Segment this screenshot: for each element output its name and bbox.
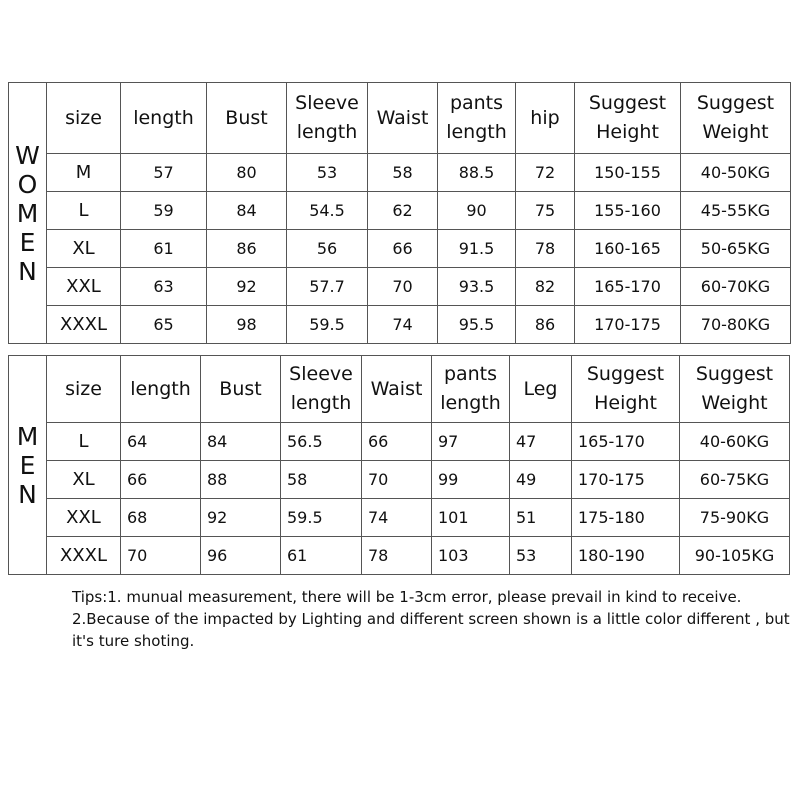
size-cell: L [47,423,121,461]
table-cell: 72 [516,154,575,192]
table-cell: 170-175 [575,306,681,344]
table-row [9,192,791,230]
table-cell: 66 [121,461,201,499]
column-header [680,356,790,423]
table-cell: 59.5 [281,499,362,537]
header-row [9,356,790,423]
tips-line-2: 2.Because of the impacted by Lighting and different screen shown is a little color different , but it's ture shoting. [72,610,790,650]
table-cell: 74 [368,306,438,344]
column-header-line: Suggest [586,363,665,385]
table-cell: 64 [121,423,201,461]
table-cell: 60-70KG [681,268,791,306]
side-letter: N [18,479,37,509]
table-cell: 91.5 [438,230,516,268]
table-cell: 155-160 [575,192,681,230]
column-header-line: size [65,377,102,400]
men-side-label [9,356,47,575]
table-cell: 63 [121,268,207,306]
table-cell: 57.7 [287,268,368,306]
table-cell: 96 [201,537,281,575]
table-cell: 92 [207,268,287,306]
size-cell: XXL [47,268,121,306]
table-cell: 61 [121,230,207,268]
column-header-line: length [446,121,507,143]
table-cell: 86 [516,306,575,344]
column-header-line: Sleeve [289,363,353,385]
column-header [287,83,368,154]
column-header-line: Height [594,392,657,414]
table-cell: 175-180 [572,499,680,537]
column-header [516,83,575,154]
table-cell: 70 [121,537,201,575]
table-cell: 59 [121,192,207,230]
table-cell: 165-170 [575,268,681,306]
column-header-line: Leg [523,377,558,400]
table-cell: 51 [510,499,572,537]
table-cell: 160-165 [575,230,681,268]
column-header [575,83,681,154]
men-table-body [9,356,790,575]
table-cell: 86 [207,230,287,268]
table-cell: 75-90KG [680,499,790,537]
table-cell: 40-50KG [681,154,791,192]
table-cell: 53 [510,537,572,575]
table-cell: 65 [121,306,207,344]
column-header-line: size [65,106,102,129]
column-header-line: length [130,377,191,400]
table-cell: 82 [516,268,575,306]
column-header [681,83,791,154]
table-cell: 88.5 [438,154,516,192]
table-cell: 40-60KG [680,423,790,461]
table-cell: 93.5 [438,268,516,306]
column-header [368,83,438,154]
column-header [121,83,207,154]
table-cell: 90 [438,192,516,230]
table-cell: 70 [368,268,438,306]
table-cell: 58 [368,154,438,192]
column-header-line: Height [596,121,659,143]
table-cell: 68 [121,499,201,537]
column-header-line: pants [443,363,498,385]
table-cell: 45-55KG [681,192,791,230]
column-header [438,83,516,154]
women-table-body [9,83,791,344]
table-row [9,537,790,575]
column-header [201,356,281,423]
table-cell: 56.5 [281,423,362,461]
table-cell: 50-65KG [681,230,791,268]
table-cell: 66 [362,423,432,461]
table-cell: 57 [121,154,207,192]
table-row [9,306,791,344]
column-header-line: Suggest [588,92,667,114]
column-header-line: pants [449,92,504,114]
table-cell: 61 [281,537,362,575]
table-row [9,230,791,268]
table-cell: 47 [510,423,572,461]
column-header-line: length [296,121,358,143]
side-letter: O [17,169,38,199]
men-size-table [8,355,790,575]
header-row [9,83,791,154]
column-header-line: Weight [701,392,768,414]
column-header-line: Bust [225,106,268,129]
tips-note [72,586,792,652]
table-cell: 53 [287,154,368,192]
column-header-line: length [440,392,501,414]
table-cell: 78 [362,537,432,575]
table-cell: 101 [432,499,510,537]
women-side-label [9,83,47,344]
table-row [9,499,790,537]
column-header [510,356,572,423]
column-header-line: Bust [219,377,262,400]
column-header-line: Suggest [695,363,774,385]
table-cell: 92 [201,499,281,537]
table-cell: 60-75KG [680,461,790,499]
column-header-line: length [133,106,194,129]
table-cell: 70-80KG [681,306,791,344]
size-cell: XXXL [47,306,121,344]
column-header [362,356,432,423]
side-letter: N [18,256,37,286]
size-cell: M [47,154,121,192]
size-cell: XL [47,461,121,499]
table-cell: 150-155 [575,154,681,192]
table-cell: 170-175 [572,461,680,499]
side-letter: E [19,450,36,480]
table-row [9,423,790,461]
size-cell: XL [47,230,121,268]
side-letter: M [16,198,39,228]
size-cell: XXXL [47,537,121,575]
column-header-line: length [290,392,352,414]
table-cell: 62 [368,192,438,230]
column-header [572,356,680,423]
column-header-line: Sleeve [295,92,359,114]
table-cell: 84 [207,192,287,230]
table-row [9,461,790,499]
table-cell: 54.5 [287,192,368,230]
column-header [281,356,362,423]
table-cell: 103 [432,537,510,575]
table-cell: 99 [432,461,510,499]
column-header [47,83,121,154]
column-header [121,356,201,423]
table-row [9,268,791,306]
table-cell: 74 [362,499,432,537]
table-cell: 70 [362,461,432,499]
size-cell: L [47,192,121,230]
table-cell: 88 [201,461,281,499]
column-header [432,356,510,423]
table-cell: 90-105KG [680,537,790,575]
women-size-table [8,82,791,344]
table-cell: 78 [516,230,575,268]
table-cell: 84 [201,423,281,461]
side-letter: M [16,421,39,451]
tips-line-1: Tips:1. munual measurement, there will be 1-3cm error, please prevail in kind to receive. [72,588,742,606]
column-header-line: Waist [370,377,423,400]
table-cell: 165-170 [572,423,680,461]
table-cell: 59.5 [287,306,368,344]
column-header [207,83,287,154]
column-header-line: Waist [376,106,429,129]
column-header [47,356,121,423]
table-cell: 97 [432,423,510,461]
side-letter: E [19,227,36,257]
size-cell: XXL [47,499,121,537]
side-letter: W [15,140,40,170]
table-cell: 95.5 [438,306,516,344]
table-cell: 58 [281,461,362,499]
column-header-line: Suggest [696,92,775,114]
table-row [9,154,791,192]
table-cell: 56 [287,230,368,268]
table-cell: 49 [510,461,572,499]
table-cell: 180-190 [572,537,680,575]
table-cell: 66 [368,230,438,268]
column-header-line: hip [530,106,560,129]
column-header-line: Weight [702,121,769,143]
table-cell: 80 [207,154,287,192]
table-cell: 75 [516,192,575,230]
table-cell: 98 [207,306,287,344]
